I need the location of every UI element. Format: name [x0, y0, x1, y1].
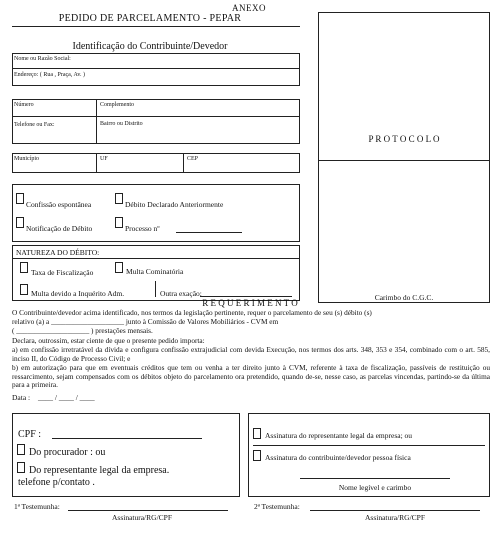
- legal-rep-label: Do representante legal da empresa.: [29, 465, 170, 476]
- city-field-label[interactable]: Município: [14, 156, 39, 162]
- name-stamp-line[interactable]: [300, 478, 450, 479]
- name-field-label[interactable]: Nome ou Razão Social:: [14, 56, 71, 62]
- legal-rep-checkbox[interactable]: [17, 462, 25, 473]
- spontaneous-confession-label: Confissão espontânea: [26, 200, 92, 209]
- debt-nature-heading: NATUREZA DO DÉBITO:: [16, 248, 100, 257]
- contact-box: [12, 99, 300, 144]
- divider: [12, 68, 300, 69]
- district-field-label[interactable]: Bairro ou Distrito: [100, 121, 143, 127]
- process-number-label: Processo nº: [125, 224, 160, 233]
- date-input[interactable]: ____ / ____ / ____: [38, 393, 95, 402]
- inspection-fee-checkbox[interactable]: [20, 262, 28, 273]
- cpf-input[interactable]: [52, 438, 202, 439]
- zip-field-label[interactable]: CEP: [187, 156, 199, 162]
- legal-rep-signature-label: Assinatura do representante legal da empresa; ou: [265, 431, 413, 440]
- title-rule: [12, 26, 300, 27]
- declared-debt-label: Débito Declarado Anteriormente: [125, 200, 224, 209]
- debt-notification-checkbox[interactable]: [16, 217, 24, 228]
- debtor-signature-label: Assinatura do contribuinte/devedor pessoa física: [265, 453, 411, 462]
- comminatory-fine-checkbox[interactable]: [115, 262, 123, 273]
- protocol-label: P R O T O C O L O: [368, 134, 440, 144]
- date-label: Data :: [12, 393, 31, 402]
- cgc-stamp-label: Carimbo do C.G.C.: [374, 293, 434, 302]
- requirement-line-1: O Contribuinte/devedor acima identificado, nos termos da legislação pertinente, requer o parcelamento de seu (s) débito (s): [12, 308, 372, 317]
- attorney-label: Do procurador : ou: [29, 447, 106, 458]
- phone-field-label[interactable]: Telefone ou Fax:: [14, 122, 55, 128]
- divider: [183, 153, 184, 173]
- process-number-checkbox[interactable]: [115, 217, 123, 228]
- inspection-fee-label: Taxa de Fiscalização: [31, 268, 94, 277]
- divider: [318, 160, 490, 161]
- process-number-input[interactable]: [176, 232, 242, 233]
- signature-line[interactable]: [253, 445, 485, 446]
- city-box: [12, 153, 300, 173]
- requirement-declaration: Declara, outrossim, estar ciente de que o presente pedido importa:: [12, 336, 205, 345]
- debtor-signature-checkbox[interactable]: [253, 450, 261, 461]
- form-title: PEDIDO DE PARCELAMENTO - PEPAR: [58, 13, 242, 24]
- inquiry-fine-label: Multa devido a Inquérito Adm.: [31, 289, 125, 298]
- state-field-label[interactable]: UF: [100, 156, 108, 162]
- protocol-box: [318, 12, 490, 303]
- first-witness-caption: Assinatura/RG/CPF: [111, 513, 172, 522]
- divider: [96, 99, 97, 144]
- name-stamp-label: Nome legível e carimbo: [338, 483, 412, 492]
- other-exaction-label: Outra exação:: [160, 289, 202, 298]
- second-witness-caption: Assinatura/RG/CPF: [364, 513, 425, 522]
- contact-phone-label: telefone p/contato .: [18, 477, 95, 488]
- spontaneous-confession-checkbox[interactable]: [16, 193, 24, 204]
- requirement-line-3: ( ____________________ ) prestações mensais.: [12, 326, 153, 335]
- inquiry-fine-checkbox[interactable]: [20, 284, 28, 295]
- legal-rep-signature-checkbox[interactable]: [253, 428, 261, 439]
- attorney-checkbox[interactable]: [17, 444, 25, 455]
- divider: [96, 153, 97, 173]
- comminatory-fine-label: Multa Cominatória: [126, 267, 184, 276]
- second-witness-line[interactable]: [310, 510, 480, 511]
- number-field-label[interactable]: Número: [14, 102, 34, 108]
- divider: [12, 258, 300, 259]
- declared-debt-checkbox[interactable]: [115, 193, 123, 204]
- divider: [155, 281, 156, 297]
- form-subtitle: Identificação do Contribuinte/Devedor: [72, 41, 228, 52]
- cpf-label: CPF :: [18, 429, 42, 440]
- requirement-line-2: relativo (a) a ____________________ junto à Comissão de Valores Mobiliários - CVM em: [12, 317, 279, 326]
- requirement-heading: R E Q U E R I M E N T O: [202, 298, 298, 308]
- other-exaction-input[interactable]: [200, 296, 292, 297]
- complement-field-label[interactable]: Complemento: [100, 102, 134, 108]
- address-field-label[interactable]: Endereço: ( Rua , Praça, Av. ): [14, 72, 85, 78]
- first-witness-label: 1ª Testemunha:: [14, 502, 60, 511]
- debt-type-box: [12, 184, 300, 242]
- divider: [12, 116, 300, 117]
- debt-notification-label: Notificação de Débito: [26, 224, 93, 233]
- requirement-item-a: a) em confissão irretratável da dívida e configura confissão extrajudicial com devida Execução, nos termos dos arts. 348, 353 e 354, combinado com o art. 585, inciso II, do Código de Processo Civil; e: [12, 345, 490, 363]
- first-witness-line[interactable]: [68, 510, 228, 511]
- requirement-item-b: b) em autorização para que em eventuais créditos que tem ou venha a ter direito junto à CVM, referente à taxa de fiscalização, passíveis de restituição ou ressarcimento, sejam compensados com os débitos objeto do parcelamento ora pretendido, quando de-se, nesse caso, as parcelas vincendas, partindo-se da última para a primeira.: [12, 363, 490, 389]
- second-witness-label: 2ª Testemunha:: [254, 502, 300, 511]
- annex-label: ANEXO: [232, 3, 266, 13]
